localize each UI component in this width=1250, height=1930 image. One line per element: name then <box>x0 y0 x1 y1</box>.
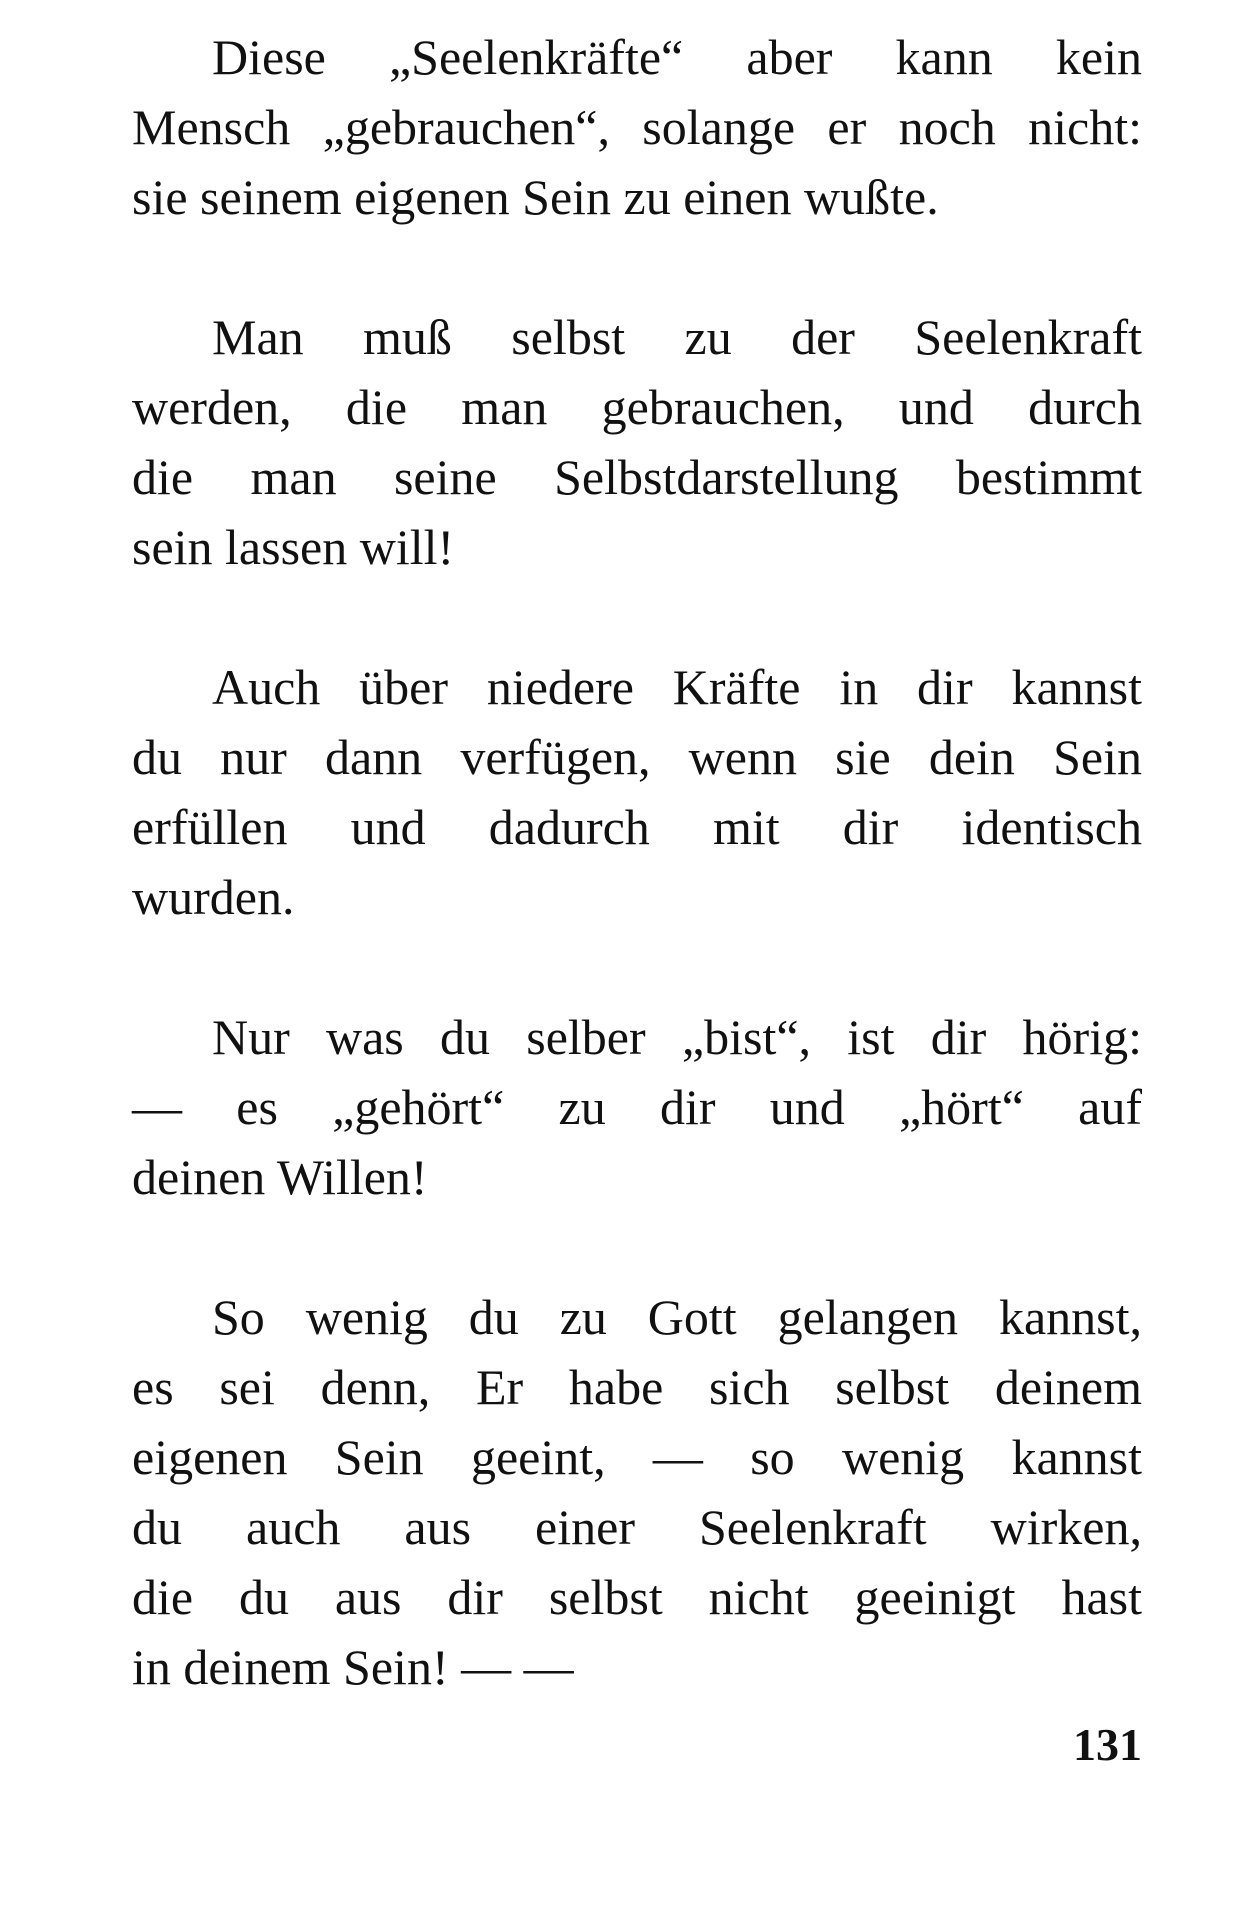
text-line: die du aus dir selbst nicht geeinigt hast <box>132 1569 1142 1625</box>
text-line: es sei denn, Er habe sich selbst deinem <box>132 1359 1142 1415</box>
text-line: Nur was du selber „bist“, ist dir hörig: <box>212 1009 1142 1065</box>
text-line: So wenig du zu Gott gelangen kannst, <box>212 1289 1142 1345</box>
text-line: sie seinem eigenen Sein zu einen wußte. <box>132 169 939 225</box>
text-line: in deinem Sein! — — <box>132 1639 574 1695</box>
text-line: du nur dann verfügen, wenn sie dein Sein <box>132 729 1142 785</box>
text-line: deinen Willen! <box>132 1149 428 1205</box>
text-line: Diese „Seelenkräfte“ aber kann kein <box>212 29 1142 85</box>
body-text <box>132 22 1142 1772</box>
paragraph-2 <box>132 302 1142 582</box>
text-line: sein lassen will! <box>132 519 455 575</box>
paragraph-5 <box>132 1282 1142 1702</box>
text-line: eigenen Sein geeint, — so wenig kannst <box>132 1429 1142 1485</box>
text-line: Mensch „gebrauchen“, solange er noch nicht: <box>132 99 1142 155</box>
text-line: — es „gehört“ zu dir und „hört“ auf <box>132 1079 1142 1135</box>
paragraph-1 <box>132 22 1142 232</box>
text-line: werden, die man gebrauchen, und durch <box>132 379 1142 435</box>
text-line: die man seine Selbstdarstellung bestimmt <box>132 449 1142 505</box>
paragraph-4 <box>132 1002 1142 1212</box>
paragraph-3 <box>132 652 1142 932</box>
text-line: du auch aus einer Seelenkraft wirken, <box>132 1499 1142 1555</box>
text-line: Auch über niedere Kräfte in dir kannst <box>212 659 1142 715</box>
text-line: wurden. <box>132 869 295 925</box>
text-line: erfüllen und dadurch mit dir identisch <box>132 799 1142 855</box>
text-line: Man muß selbst zu der Seelenkraft <box>212 309 1142 365</box>
page-number: 131 <box>1073 1719 1142 1770</box>
